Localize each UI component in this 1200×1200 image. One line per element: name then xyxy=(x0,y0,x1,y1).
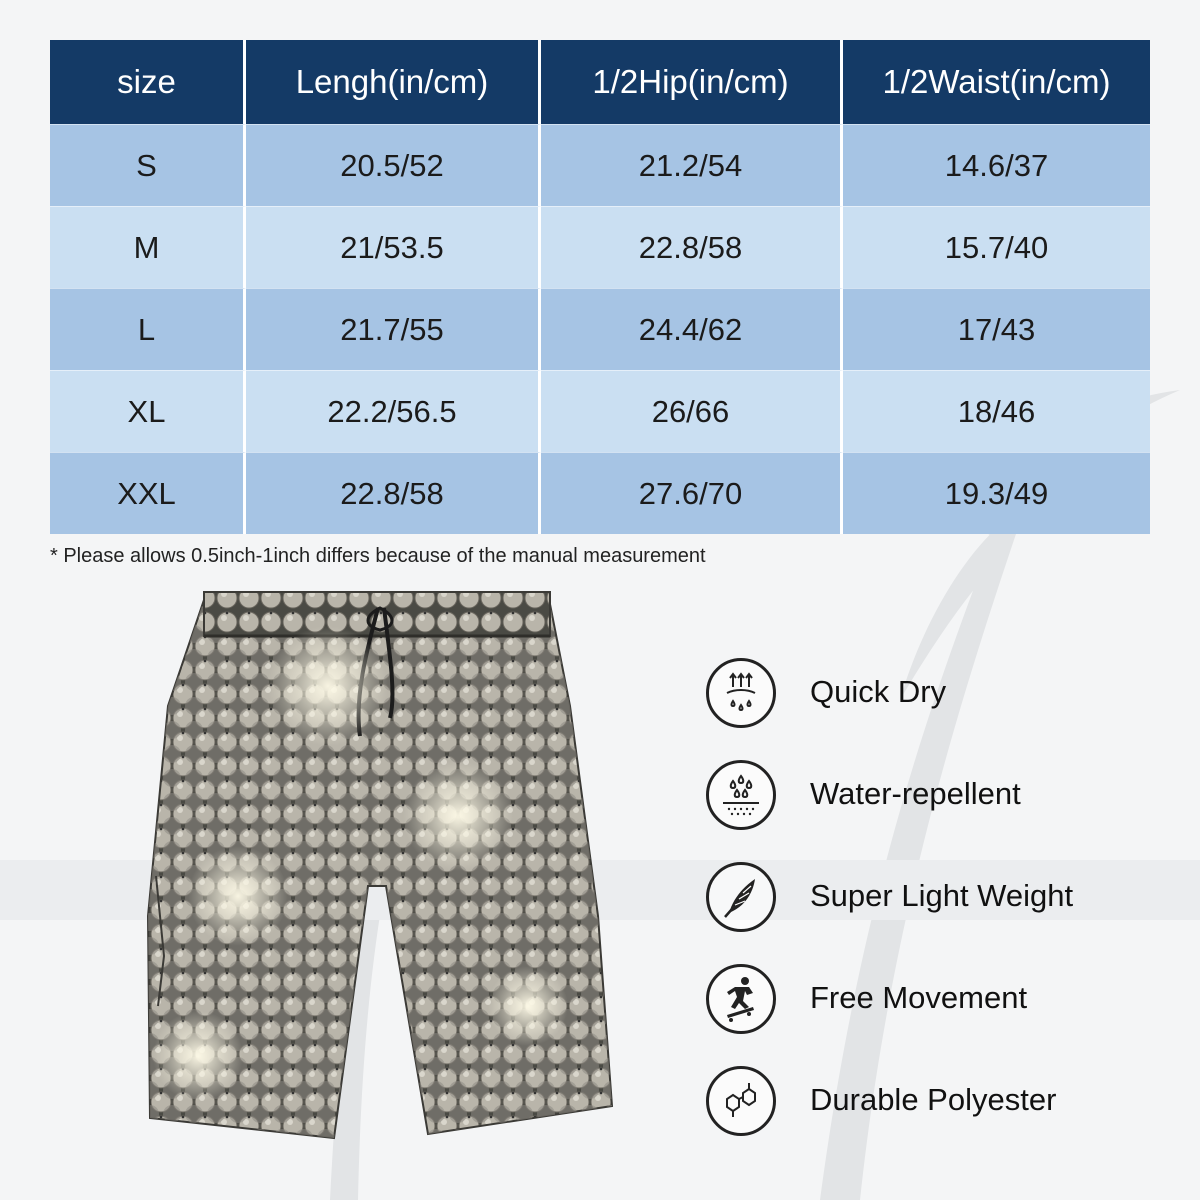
length-cell: 22.8/58 xyxy=(246,452,541,534)
hip-cell: 27.6/70 xyxy=(541,452,843,534)
size-cell: M xyxy=(50,206,246,288)
features-list xyxy=(706,654,1146,1164)
water-drops-icon xyxy=(706,760,776,830)
header-length: Lengh(in/cm) xyxy=(246,40,541,124)
size-chart-table xyxy=(50,40,1150,534)
header-half-waist: 1/2Waist(in/cm) xyxy=(843,40,1150,124)
size-cell: L xyxy=(50,288,246,370)
table-row xyxy=(50,288,1150,370)
feature-super-light-weight xyxy=(706,858,1146,960)
length-cell: 20.5/52 xyxy=(246,124,541,206)
feature-label: Free Movement xyxy=(810,980,1028,1015)
skateboarder-icon xyxy=(706,964,776,1034)
feature-label: Water-repellent xyxy=(810,776,1021,811)
hip-cell: 26/66 xyxy=(541,370,843,452)
table-header-row xyxy=(50,40,1150,124)
table-row xyxy=(50,206,1150,288)
feature-free-movement xyxy=(706,960,1146,1062)
feature-label: Durable Polyester xyxy=(810,1082,1057,1117)
hip-cell: 24.4/62 xyxy=(541,288,843,370)
feature-durable-polyester xyxy=(706,1062,1146,1164)
sequin-shorts-image xyxy=(128,586,628,1166)
waist-cell: 18/46 xyxy=(843,370,1150,452)
quick-dry-icon xyxy=(706,658,776,728)
length-cell: 22.2/56.5 xyxy=(246,370,541,452)
waist-cell: 17/43 xyxy=(843,288,1150,370)
header-size: size xyxy=(50,40,246,124)
waist-cell: 15.7/40 xyxy=(843,206,1150,288)
size-cell: XL xyxy=(50,370,246,452)
feature-water-repellent xyxy=(706,756,1146,858)
length-cell: 21.7/55 xyxy=(246,288,541,370)
measurement-note: * Please allows 0.5inch-1inch differs because of the manual measurement xyxy=(50,545,706,567)
hip-cell: 22.8/58 xyxy=(541,206,843,288)
feature-label: Super Light Weight xyxy=(810,878,1074,913)
feather-icon xyxy=(706,862,776,932)
waist-cell: 19.3/49 xyxy=(843,452,1150,534)
size-cell: S xyxy=(50,124,246,206)
molecule-icon xyxy=(706,1066,776,1136)
header-half-hip: 1/2Hip(in/cm) xyxy=(541,40,843,124)
table-row xyxy=(50,370,1150,452)
feature-label: Quick Dry xyxy=(810,674,947,709)
size-cell: XXL xyxy=(50,452,246,534)
length-cell: 21/53.5 xyxy=(246,206,541,288)
table-row xyxy=(50,452,1150,534)
feature-quick-dry xyxy=(706,654,1146,756)
waist-cell: 14.6/37 xyxy=(843,124,1150,206)
table-row xyxy=(50,124,1150,206)
hip-cell: 21.2/54 xyxy=(541,124,843,206)
